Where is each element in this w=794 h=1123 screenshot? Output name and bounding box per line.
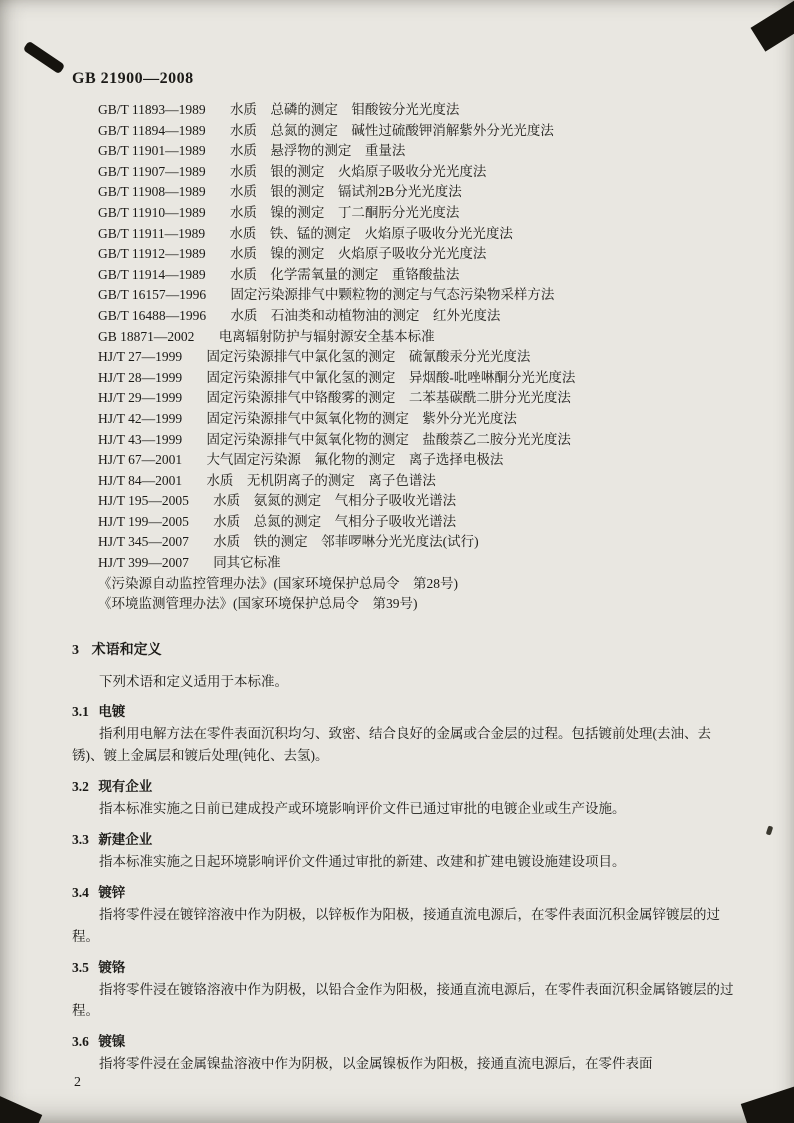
section-heading [72, 639, 736, 659]
reference-desc: 水质 银的测定 火焰原子吸收分光光度法 [229, 163, 487, 179]
scan-artifact-top-left [23, 41, 66, 75]
term-number: 3.3 [72, 832, 89, 848]
term-heading [72, 775, 736, 795]
reference-item [98, 285, 736, 306]
reference-item [98, 491, 736, 512]
term-block [72, 700, 736, 767]
term-number: 3.6 [72, 1034, 89, 1050]
reference-desc: 水质 银的测定 镉试剂2B分光光度法 [229, 184, 462, 200]
reference-item [98, 409, 736, 430]
reference-desc: 固定污染源排气中氯化氢的测定 硫氰酸汞分光光度法 [206, 349, 531, 365]
reference-item [98, 141, 736, 162]
reference-code: HJ/T 67—2001 [98, 452, 183, 468]
term-block [72, 828, 736, 873]
reference-desc: 电离辐射防护与辐射源安全基本标准 [218, 328, 435, 344]
reference-code: HJ/T 42—1999 [98, 410, 183, 426]
term-body: 指利用电解方法在零件表面沉积均匀、致密、结合良好的金属或合金层的过程。包括镀前处理(去油、去锈)、镀上金属层和镀后处理(钝化、去氢)。 [72, 726, 711, 764]
reference-code: HJ/T 195—2005 [98, 493, 189, 509]
section-number: 3 [72, 642, 79, 658]
reference-item [98, 574, 736, 595]
page-content [72, 70, 736, 1075]
reference-item [98, 265, 736, 286]
reference-desc: 固定污染源排气中氰化氢的测定 异烟酸-吡唑啉酮分光光度法 [206, 369, 576, 385]
reference-desc: 水质 总氮的测定 气相分子吸收光谱法 [213, 513, 457, 529]
reference-code: GB/T 11914—1989 [98, 266, 206, 282]
reference-code: GB 18871—2002 [98, 328, 195, 344]
reference-desc: 《环境监测管理办法》(国家环境保护总局令 第39号) [98, 596, 418, 612]
term-block [72, 956, 736, 1023]
reference-code: HJ/T 199—2005 [98, 513, 189, 529]
reference-item [98, 306, 736, 327]
reference-code: HJ/T 27—1999 [98, 349, 183, 365]
section-intro: 下列术语和定义适用于本标准。 [99, 673, 288, 689]
term-title: 镀铬 [98, 959, 126, 975]
scan-artifact-bottom-right [741, 1084, 794, 1123]
reference-code: GB/T 11912—1989 [98, 246, 206, 262]
reference-code: HJ/T 84—2001 [98, 472, 183, 488]
reference-code: HJ/T 43—1999 [98, 431, 183, 447]
term-number: 3.2 [72, 779, 89, 795]
reference-code: GB/T 11910—1989 [98, 204, 206, 220]
reference-item [98, 347, 736, 368]
term-title: 镀镍 [98, 1034, 126, 1050]
term-title: 新建企业 [98, 832, 153, 848]
reference-code: GB/T 11894—1989 [98, 122, 206, 138]
term-body: 指将零件浸在金属镍盐溶液中作为阴极，以金属镍板作为阳极，接通直流电源后，在零件表面 [99, 1056, 653, 1072]
term-heading [72, 956, 736, 976]
references-list [98, 100, 736, 615]
reference-desc: 水质 石油类和动植物油的测定 红外光度法 [230, 307, 501, 323]
term-number: 3.1 [72, 704, 89, 720]
reference-desc: 同其它标准 [213, 555, 281, 571]
term-block [72, 881, 736, 948]
reference-desc: 水质 镍的测定 火焰原子吸收分光光度法 [229, 246, 487, 262]
reference-item [98, 203, 736, 224]
term-heading [72, 700, 736, 720]
term-body: 指本标准实施之日起环境影响评价文件通过审批的新建、改建和扩建电镀设施建设项目。 [99, 854, 626, 870]
term-block [72, 775, 736, 820]
term-title: 现有企业 [98, 779, 153, 795]
reference-code: GB/T 11893—1989 [98, 102, 206, 117]
term-body: 指将零件浸在镀铬溶液中作为阴极，以铅合金作为阳极，接通直流电源后，在零件表面沉积金属铬镀层的过程。 [72, 981, 734, 1019]
reference-desc: 固定污染源排气中氮氧化物的测定 紫外分光光度法 [206, 410, 517, 426]
reference-desc: 水质 氨氮的测定 气相分子吸收光谱法 [213, 493, 457, 509]
page-number: 2 [74, 1075, 81, 1090]
term-body: 指将零件浸在镀锌溶液中作为阴极，以锌板作为阳极，接通直流电源后，在零件表面沉积金属锌镀层的过程。 [72, 906, 720, 944]
reference-code: GB/T 11901—1989 [98, 143, 206, 159]
reference-code: GB/T 11908—1989 [98, 184, 206, 200]
reference-item [98, 471, 736, 492]
reference-desc: 固定污染源排气中铬酸雾的测定 二苯基碳酰二肼分光光度法 [206, 390, 571, 406]
term-number: 3.5 [72, 959, 89, 975]
reference-code: GB/T 11907—1989 [98, 163, 206, 179]
reference-item [98, 553, 736, 574]
term-heading [72, 828, 736, 848]
term-number: 3.4 [72, 884, 89, 900]
reference-item [98, 430, 736, 451]
scan-artifact-bottom-left [0, 1094, 42, 1123]
section-title: 术语和定义 [91, 642, 162, 658]
reference-item [98, 224, 736, 245]
reference-desc: 固定污染源排气中氮氧化物的测定 盐酸萘乙二胺分光光度法 [206, 431, 571, 447]
reference-item [98, 388, 736, 409]
terms-list [72, 700, 736, 1075]
term-block [72, 1030, 736, 1075]
reference-item [98, 512, 736, 533]
reference-code: GB/T 11911—1989 [98, 225, 206, 241]
reference-item [98, 368, 736, 389]
reference-item [98, 594, 736, 615]
reference-item [98, 450, 736, 471]
standard-code-header: GB 21900—2008 [72, 70, 194, 87]
scan-artifact-top-right [751, 0, 794, 51]
reference-item [98, 121, 736, 142]
reference-code: HJ/T 28—1999 [98, 369, 183, 385]
reference-desc: 水质 化学需氧量的测定 重铬酸盐法 [229, 266, 460, 282]
reference-desc: 固定污染源排气中颗粒物的测定与气态污染物采样方法 [230, 287, 555, 303]
reference-code: HJ/T 399—2007 [98, 555, 189, 571]
reference-item [98, 162, 736, 183]
reference-item [98, 100, 736, 121]
term-title: 镀锌 [98, 884, 126, 900]
term-heading [72, 881, 736, 901]
reference-code: GB/T 16157—1996 [98, 287, 207, 303]
scan-artifact-right-edge [766, 825, 774, 835]
reference-item [98, 327, 736, 348]
reference-desc: 水质 悬浮物的测定 重量法 [229, 143, 406, 159]
reference-code: GB/T 16488—1996 [98, 307, 207, 323]
reference-item [98, 532, 736, 553]
reference-item [98, 244, 736, 265]
reference-desc: 水质 铁、锰的测定 火焰原子吸收分光光度法 [229, 225, 513, 241]
reference-desc: 水质 无机阴离子的测定 离子色谱法 [206, 472, 436, 488]
reference-desc: 水质 镍的测定 丁二酮肟分光光度法 [229, 204, 460, 220]
reference-desc: 水质 铁的测定 邻菲啰啉分光光度法(试行) [213, 534, 479, 550]
reference-desc: 《污染源自动监控管理办法》(国家环境保护总局令 第28号) [98, 575, 458, 591]
reference-code: HJ/T 345—2007 [98, 534, 189, 550]
reference-item [98, 182, 736, 203]
reference-desc: 水质 总磷的测定 钼酸铵分光光度法 [229, 102, 460, 117]
reference-code: HJ/T 29—1999 [98, 390, 183, 406]
term-body: 指本标准实施之日前已建成投产或环境影响评价文件已通过审批的电镀企业或生产设施。 [99, 801, 626, 817]
term-heading [72, 1030, 736, 1050]
term-title: 电镀 [98, 704, 126, 720]
reference-desc: 大气固定污染源 氟化物的测定 离子选择电极法 [206, 452, 504, 468]
reference-desc: 水质 总氮的测定 碱性过硫酸钾消解紫外分光光度法 [229, 122, 554, 138]
